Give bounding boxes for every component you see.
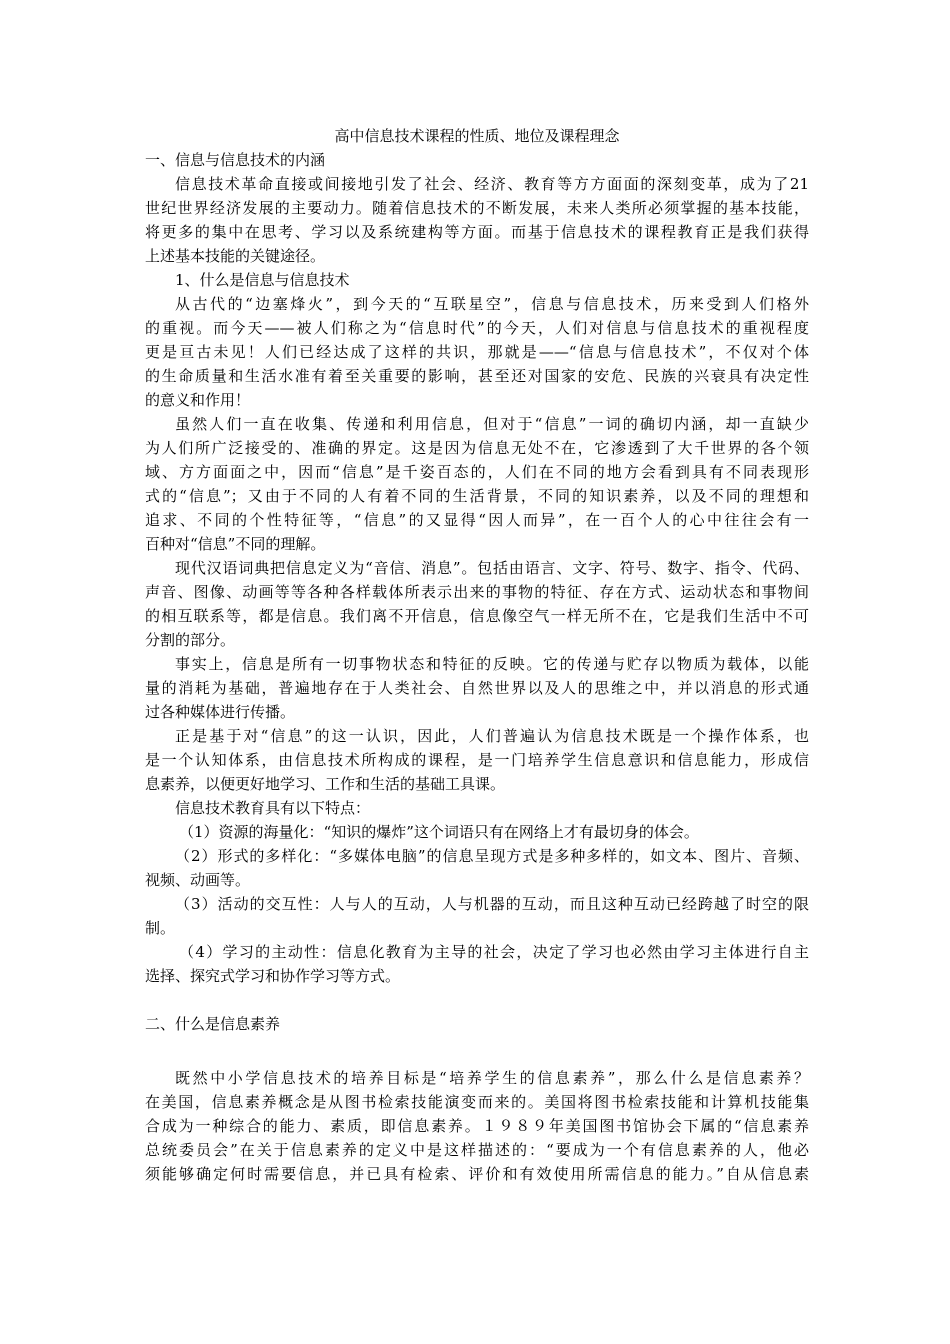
- blank-line: [145, 1036, 809, 1066]
- paragraph-3: [145, 412, 809, 556]
- text-line: 信息技术革命直接或间接地引发了社会、经济、教育等方方面面的深刻变革，成为了21: [175, 175, 809, 193]
- text-line: 息素养，以便更好地学习、工作和生活的基础工具课。: [145, 775, 506, 793]
- text-line: （2）形式的多样化：“多媒体电脑”的信息呈现方式是多种多样的，如文本、图片、音频、: [175, 847, 809, 865]
- paragraph-8: [145, 1066, 809, 1186]
- text-line: 域、方方面面之中，因而“信息”是千姿百态的，人们在不同的地方会看到具有不同表现形: [145, 463, 809, 481]
- text-line: 更是亘古未见！人们已经达成了这样的共识，那就是——“信息与信息技术”，不仅对个体: [145, 343, 809, 361]
- text-line: 现代汉语词典把信息定义为“音信、消息”。包括由语言、文字、符号、数字、指令、代码、: [175, 559, 809, 577]
- list-item-4: [145, 940, 809, 988]
- text-line: 是一个认知体系，由信息技术所构成的课程，是一门培养学生信息意识和信息能力，形成信: [145, 751, 809, 769]
- text-line: 视频、动画等。: [145, 871, 251, 889]
- text-line: （3）活动的交互性：人与人的互动，人与机器的互动，而且这种互动已经跨越了时空的限: [175, 895, 809, 913]
- document-page: [145, 124, 809, 1186]
- text-line: 百种对“信息”不同的理解。: [145, 535, 326, 553]
- text-line: 的意义和作用！: [145, 391, 251, 409]
- text-line: 的相互联系等，都是信息。我们离不开信息，信息像空气一样无所不在，它是我们生活中不可: [145, 607, 809, 625]
- paragraph-2: [145, 292, 809, 412]
- text-line: 既然中小学信息技术的培养目标是“培养学生的信息素养”，那么什么是信息素养？: [175, 1069, 809, 1087]
- text-line: 追求、不同的个性特征等，“信息”的又显得“因人而异”，在一百个人的心中往往会有一: [145, 511, 809, 529]
- text-line: 须能够确定何时需要信息，并已具有检索、评价和有效使用所需信息的能力。”自从信息素: [145, 1165, 809, 1183]
- section-heading-1: 一、信息与信息技术的内涵: [145, 151, 326, 169]
- text-line: 式的“信息”；又由于不同的人有着不同的生活背景，不同的知识素养，以及不同的理想和: [145, 487, 809, 505]
- text-line: 量的消耗为基础，普遍地存在于人类社会、自然世界以及人的思维之中，并以消息的形式通: [145, 679, 809, 697]
- list-item-2: [145, 844, 809, 892]
- text-line: 为人们所广泛接受的、准确的界定。这是因为信息无处不在，它渗透到了大千世界的各个领: [145, 439, 809, 457]
- section-heading-2: 二、什么是信息素养: [145, 1015, 281, 1033]
- paragraph-5: [145, 652, 809, 724]
- text-line: 虽然人们一直在收集、传递和利用信息，但对于“信息”一词的确切内涵，却一直缺少: [175, 415, 809, 433]
- text-line: 声音、图像、动画等等各种各样载体所表示出来的事物的特征、存在方式、运动状态和事物间: [145, 583, 809, 601]
- text-line: （4）学习的主动性：信息化教育为主导的社会，决定了学习也必然由学习主体进行自主: [179, 943, 809, 961]
- text-line: 正是基于对“信息”的这一认识，因此，人们普遍认为信息技术既是一个操作体系，也: [175, 727, 809, 745]
- blank-line: [145, 988, 809, 1012]
- text-line: 世纪世界经济发展的主要动力。随着信息技术的不断发展，未来人类所必须掌握的基本技能，: [145, 199, 809, 217]
- list-item-1: （1）资源的海量化：“知识的爆炸”这个词语只有在网络上才有最切身的体会。: [179, 823, 699, 841]
- text-line: 的重视。而今天——被人们称之为“信息时代”的今天，人们对信息与信息技术的重视程度: [145, 319, 809, 337]
- text-line: 上述基本技能的关键途径。: [145, 247, 326, 265]
- paragraph-7: 信息技术教育具有以下特点：: [175, 799, 371, 817]
- text-line: 制。: [145, 919, 176, 937]
- document-title: 高中信息技术课程的性质、地位及课程理念: [334, 127, 620, 145]
- text-line: 在美国，信息素养概念是从图书检索技能演变而来的。美国将图书检索技能和计算机技能集: [145, 1093, 809, 1111]
- paragraph-6: [145, 724, 809, 796]
- text-line: 选择、探究式学习和协作学习等方式。: [145, 967, 401, 985]
- subheading-1: 1、什么是信息与信息技术: [175, 271, 350, 289]
- text-line: 的生命质量和生活水准有着至关重要的影响，甚至还对国家的安危、民族的兴衰具有决定性: [145, 367, 809, 385]
- text-line: 将更多的集中在思考、学习以及系统建构等方面。而基于信息技术的课程教育正是我们获得: [145, 223, 809, 241]
- paragraph-4: [145, 556, 809, 652]
- text-line: 过各种媒体进行传播。: [145, 703, 296, 721]
- paragraph-1: [145, 172, 809, 268]
- text-line: 事实上，信息是所有一切事物状态和特征的反映。它的传递与贮存以物质为载体，以能: [175, 655, 809, 673]
- text-line: 总统委员会”在关于信息素养的定义中是这样描述的：“要成为一个有信息素养的人，他必: [145, 1141, 809, 1159]
- text-line: 合成为一种综合的能力、素质，即信息素养。１９８９年美国图书馆协会下属的“信息素养: [145, 1117, 809, 1135]
- text-line: 从古代的“边塞烽火”，到今天的“互联星空”，信息与信息技术，历来受到人们格外: [175, 295, 809, 313]
- text-line: 分割的部分。: [145, 631, 236, 649]
- list-item-3: [145, 892, 809, 940]
